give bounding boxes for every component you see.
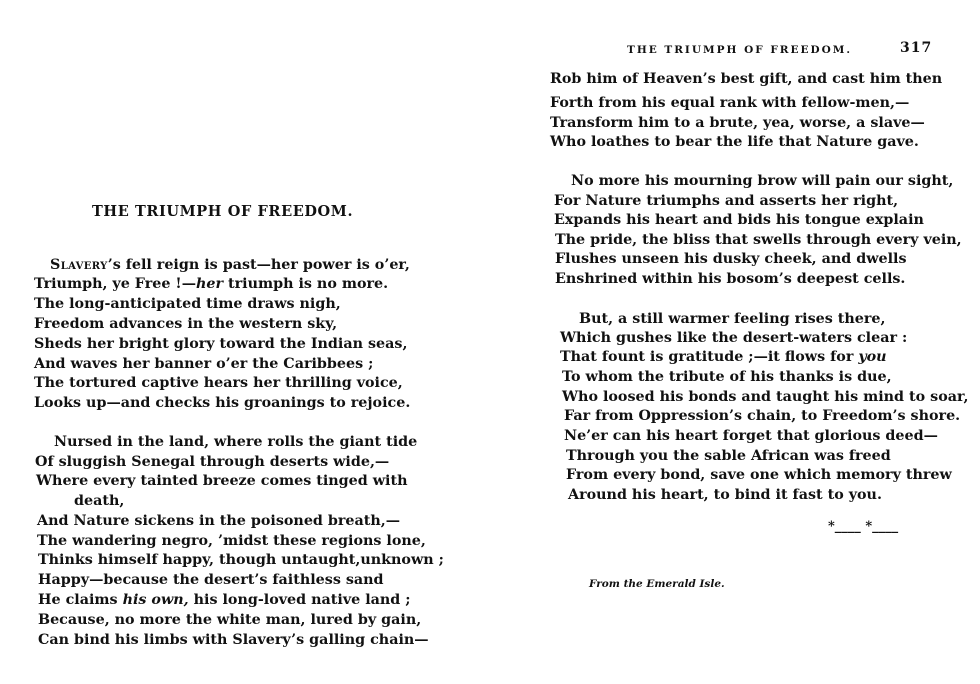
poem-line-continuation: death,	[74, 493, 125, 509]
poem-line: Which gushes like the desert-waters clear :	[560, 330, 908, 346]
poem-line: Who loosed his bonds and taught his mind to soar,	[562, 389, 969, 405]
right-page	[490, 0, 980, 684]
poem-line: Freedom advances in the western sky,	[34, 316, 338, 332]
poem-line: Around his heart, to bind it fast to you.	[568, 487, 882, 503]
poem-line: Triumph, ye Free !—her triumph is no more.	[34, 276, 389, 292]
poem-line: Transform him to a brute, yea, worse, a slave—	[550, 115, 925, 131]
author-signature: *____ *____	[828, 519, 899, 534]
poem-line: And Nature sickens in the poisoned breath,—	[37, 513, 401, 529]
poem-line: Because, no more the white man, lured by gain,	[38, 612, 422, 628]
poem-line: To whom the tribute of his thanks is due,	[562, 369, 892, 385]
poem-line: The pride, the bliss that swells through every vein,	[555, 232, 962, 248]
emphasis: his own,	[122, 592, 189, 608]
poem-line: Rob him of Heaven’s best gift, and cast him then	[550, 71, 943, 87]
poem-line: Slavery’s fell reign is past—her power is o’er,	[50, 257, 410, 273]
poem-title: THE TRIUMPH OF FREEDOM.	[92, 203, 354, 220]
source-attribution: From the Emerald Isle.	[589, 578, 725, 590]
poem-line: For Nature triumphs and asserts her right,	[554, 193, 899, 209]
emphasis: you	[858, 349, 887, 365]
poem-line: Far from Oppression’s chain, to Freedom’s shore.	[564, 408, 961, 424]
poem-line: Forth from his equal rank with fellow-men,—	[550, 95, 910, 111]
poem-line: Nursed in the land, where rolls the giant tide	[54, 434, 418, 450]
running-head: THE TRIUMPH OF FREEDOM.	[627, 44, 853, 56]
poem-line: From every bond, save one which memory threw	[566, 467, 952, 483]
poem-line: No more his mourning brow will pain our sight,	[571, 173, 954, 189]
poem-line: Of sluggish Senegal through deserts wide,—	[35, 454, 390, 470]
poem-line: Where every tainted breeze comes tinged with	[36, 473, 408, 489]
poem-line: The wandering negro, ’midst these regions lone,	[37, 533, 426, 549]
poem-line: He claims his own, his long-loved native land ;	[38, 592, 411, 608]
page-number: 317	[900, 40, 933, 56]
poem-line: Thinks himself happy, though untaught,unknown ;	[38, 552, 444, 568]
poem-line: Enshrined within his bosom’s deepest cells.	[555, 271, 906, 287]
poem-line: The tortured captive hears her thrilling voice,	[34, 375, 403, 391]
poem-line: Through you the sable African was freed	[566, 448, 891, 464]
poem-line: Sheds her bright glory toward the Indian seas,	[34, 336, 408, 352]
poem-line: Who loathes to bear the life that Nature gave.	[550, 134, 919, 150]
first-word: Slavery	[50, 257, 108, 273]
poem-line: Expands his heart and bids his tongue explain	[554, 212, 924, 228]
poem-line: Flushes unseen his dusky cheek, and dwells	[555, 251, 907, 267]
poem-line: Looks up—and checks his groanings to rejoice.	[34, 395, 411, 411]
poem-line: But, a still warmer feeling rises there,	[579, 311, 886, 327]
poem-line: The long-anticipated time draws nigh,	[34, 296, 341, 312]
emphasis: her	[196, 276, 224, 292]
poem-line: Happy—because the desert’s faithless sand	[38, 572, 384, 588]
poem-line: That fount is gratitude ;—it flows for you	[560, 349, 887, 365]
poem-line: And waves her banner o’er the Caribbees ;	[34, 356, 374, 372]
poem-line: Ne’er can his heart forget that glorious deed—	[564, 428, 938, 444]
poem-line: Can bind his limbs with Slavery’s galling chain—	[38, 632, 429, 648]
